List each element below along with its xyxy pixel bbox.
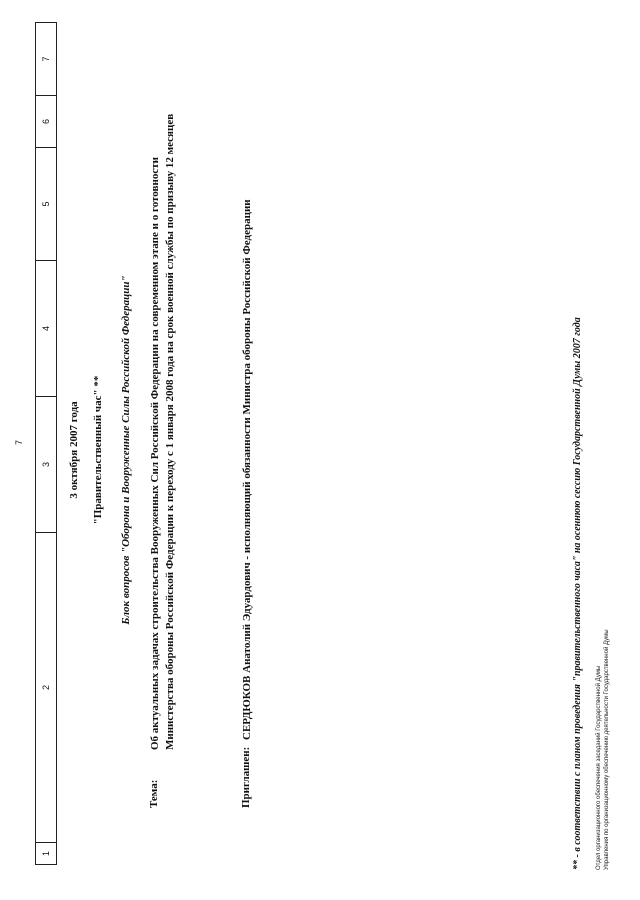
- invited-label: Приглашен:: [240, 746, 252, 808]
- column-header-3: 3: [36, 396, 56, 532]
- org-line-department: Отдел организационного обеспечения заседаний Государственной Думы: [596, 665, 602, 870]
- column-header-2: 2: [36, 532, 56, 842]
- column-header-6: 6: [36, 95, 56, 147]
- page-number: 7: [14, 439, 24, 445]
- topic-text: Об актуальных задачах строительства Вооруженных Сил Российской Федерации на современном этапе и о готовности Министерства обороны Российской Федерации к переходу с 1 января 2008 года на срок военной службы по призыву 12 месяцев: [149, 113, 176, 750]
- column-header-7: 7: [41, 56, 51, 62]
- column-header-strip: [35, 22, 57, 865]
- session-date: 3 октября 2007 года: [68, 401, 80, 499]
- invited-text: СЕРДЮКОВ Анатолий Эдуардович - исполняющий обязанности Министра обороны Российской Федерации: [241, 199, 253, 740]
- column-header-5: 5: [36, 147, 56, 260]
- topic-label: Тема:: [148, 779, 160, 808]
- event-title: "Правительственный час" **: [92, 375, 104, 525]
- org-line-directorate: Управления по организационному обеспечению деятельности Государственной Думы: [604, 629, 610, 870]
- block-title: Блок вопросов "Оборона и Вооруженные Силы Российской Федерации": [120, 275, 132, 625]
- column-header-4: 4: [36, 260, 56, 396]
- footnote: ** - в соответствии с планом проведения "правительственного часа" на осеннюю сессию Государственной Думы 2007 года: [572, 317, 583, 870]
- column-header-1: 1: [36, 842, 56, 864]
